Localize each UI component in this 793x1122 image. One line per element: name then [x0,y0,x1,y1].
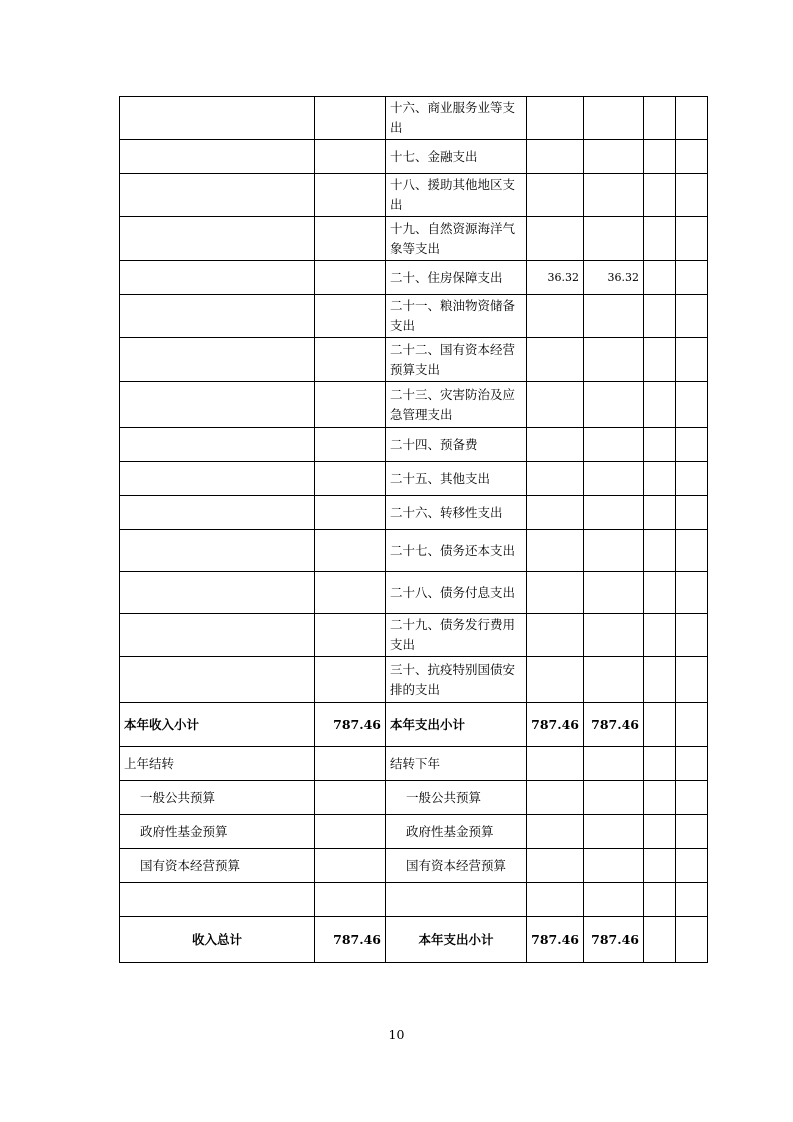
expense-total-cell [527,174,584,217]
expense-fund-budget-cell [644,883,676,917]
income-item-cell [120,614,315,657]
page-number: 10 [388,1027,405,1042]
expense-state-capital-cell [676,338,708,382]
expense-fund-budget-cell [644,217,676,261]
expense-state-capital-cell [676,703,708,747]
expense-fund-budget-cell [644,382,676,428]
expense-total-cell [527,295,584,338]
income-item-cell [120,295,315,338]
expense-general-budget-cell [584,496,644,530]
income-amount-cell [315,530,386,572]
expense-item-cell: 国有资本经营预算 [386,849,527,883]
expense-item-cell: 二十六、转移性支出 [386,496,527,530]
table-row [120,295,708,338]
expense-total-cell [527,462,584,496]
income-amount-cell [315,849,386,883]
expense-fund-budget-cell [644,140,676,174]
income-amount-cell [315,883,386,917]
expense-total-cell: 787.46 [527,703,584,747]
income-item-cell [120,572,315,614]
expense-state-capital-cell [676,530,708,572]
expense-item-cell: 本年支出小计 [386,703,527,747]
expense-state-capital-cell [676,462,708,496]
expense-general-budget-cell [584,217,644,261]
expense-total-cell [527,140,584,174]
table-row [120,849,708,883]
expense-state-capital-cell [676,657,708,703]
table-row [120,883,708,917]
income-amount-cell [315,261,386,295]
expense-total-cell [527,496,584,530]
expense-state-capital-cell [676,572,708,614]
expense-state-capital-cell [676,614,708,657]
income-amount-cell [315,781,386,815]
expense-general-budget-cell [584,338,644,382]
income-amount-cell [315,496,386,530]
table-row [120,657,708,703]
expense-fund-budget-cell [644,462,676,496]
expense-state-capital-cell [676,496,708,530]
expense-total-cell [527,781,584,815]
income-item-cell [120,496,315,530]
expense-fund-budget-cell [644,261,676,295]
budget-table [119,96,708,963]
expense-general-budget-cell [584,462,644,496]
table-row [120,781,708,815]
income-item-cell: 本年收入小计 [120,703,315,747]
expense-state-capital-cell [676,781,708,815]
expense-fund-budget-cell [644,496,676,530]
expense-state-capital-cell [676,295,708,338]
table-row [120,747,708,781]
expense-total-cell [527,747,584,781]
expense-item-cell: 二十二、国有资本经营预算支出 [386,338,527,382]
expense-item-cell: 一般公共预算 [386,781,527,815]
expense-item-cell: 二十八、债务付息支出 [386,572,527,614]
expense-item-cell: 二十七、债务还本支出 [386,530,527,572]
table-row [120,174,708,217]
table-row [120,614,708,657]
table-row [120,530,708,572]
expense-general-budget-cell [584,174,644,217]
expense-general-budget-cell [584,747,644,781]
expense-total-cell [527,338,584,382]
income-amount-cell: 787.46 [315,703,386,747]
income-amount-cell [315,338,386,382]
income-amount-cell [315,747,386,781]
expense-total-cell [527,97,584,140]
income-item-cell [120,428,315,462]
expense-fund-budget-cell [644,614,676,657]
expense-fund-budget-cell [644,530,676,572]
expense-state-capital-cell [676,747,708,781]
table-row [120,572,708,614]
expense-general-budget-cell [584,572,644,614]
table-row [120,917,708,963]
income-item-cell [120,530,315,572]
income-item-cell [120,462,315,496]
income-amount-cell [315,217,386,261]
expense-fund-budget-cell [644,174,676,217]
expense-state-capital-cell [676,217,708,261]
expense-total-cell: 36.32 [527,261,584,295]
expense-item-cell: 二十一、粮油物资储备支出 [386,295,527,338]
expense-general-budget-cell [584,428,644,462]
income-amount-cell [315,174,386,217]
expense-general-budget-cell [584,781,644,815]
expense-general-budget-cell [584,530,644,572]
income-item-cell [120,883,315,917]
expense-item-cell [386,883,527,917]
expense-item-cell: 二十四、预备费 [386,428,527,462]
expense-item-cell: 二十三、灾害防治及应急管理支出 [386,382,527,428]
income-item-cell: 上年结转 [120,747,315,781]
income-amount-cell [315,614,386,657]
expense-total-cell [527,657,584,703]
income-item-cell: 国有资本经营预算 [120,849,315,883]
income-item-cell: 一般公共预算 [120,781,315,815]
income-amount-cell [315,382,386,428]
table-row [120,140,708,174]
table-row [120,462,708,496]
expense-item-cell: 十六、商业服务业等支出 [386,97,527,140]
expense-state-capital-cell [676,917,708,963]
expense-item-cell: 二十九、债务发行费用支出 [386,614,527,657]
table-row [120,338,708,382]
expense-total-cell [527,382,584,428]
income-item-cell [120,261,315,295]
expense-state-capital-cell [676,815,708,849]
expense-fund-budget-cell [644,917,676,963]
table-row [120,382,708,428]
expense-item-cell: 十七、金融支出 [386,140,527,174]
expense-general-budget-cell [584,849,644,883]
expense-item-cell: 十九、自然资源海洋气象等支出 [386,217,527,261]
expense-total-cell: 787.46 [527,917,584,963]
expense-general-budget-cell [584,815,644,849]
expense-total-cell [527,883,584,917]
expense-fund-budget-cell [644,781,676,815]
income-amount-cell [315,815,386,849]
expense-total-cell [527,849,584,883]
expense-total-cell [527,217,584,261]
income-amount-cell [315,428,386,462]
expense-fund-budget-cell [644,428,676,462]
expense-fund-budget-cell [644,338,676,382]
expense-general-budget-cell: 36.32 [584,261,644,295]
income-item-cell [120,217,315,261]
expense-item-cell: 政府性基金预算 [386,815,527,849]
expense-general-budget-cell: 787.46 [584,703,644,747]
income-amount-cell [315,140,386,174]
expense-item-cell: 三十、抗疫特别国债安排的支出 [386,657,527,703]
expense-general-budget-cell [584,97,644,140]
table-row [120,97,708,140]
expense-item-cell: 十八、援助其他地区支出 [386,174,527,217]
expense-general-budget-cell: 787.46 [584,917,644,963]
expense-state-capital-cell [676,261,708,295]
table-row [120,428,708,462]
expense-fund-budget-cell [644,747,676,781]
expense-fund-budget-cell [644,97,676,140]
income-amount-cell [315,295,386,338]
expense-state-capital-cell [676,174,708,217]
expense-general-budget-cell [584,295,644,338]
income-item-cell [120,140,315,174]
expense-fund-budget-cell [644,703,676,747]
expense-total-cell [527,530,584,572]
expense-state-capital-cell [676,428,708,462]
expense-item-cell: 二十五、其他支出 [386,462,527,496]
expense-general-budget-cell [584,140,644,174]
income-amount-cell [315,97,386,140]
expense-state-capital-cell [676,883,708,917]
expense-state-capital-cell [676,849,708,883]
income-item-cell [120,338,315,382]
table-row [120,217,708,261]
expense-fund-budget-cell [644,657,676,703]
expense-general-budget-cell [584,657,644,703]
table-row [120,703,708,747]
income-item-cell: 收入总计 [120,917,315,963]
expense-fund-budget-cell [644,572,676,614]
table-row [120,815,708,849]
expense-total-cell [527,815,584,849]
income-item-cell [120,382,315,428]
expense-total-cell [527,428,584,462]
table-row [120,496,708,530]
income-item-cell [120,97,315,140]
expense-fund-budget-cell [644,295,676,338]
expense-fund-budget-cell [644,815,676,849]
income-item-cell [120,174,315,217]
expense-item-cell: 结转下年 [386,747,527,781]
income-amount-cell [315,657,386,703]
expense-state-capital-cell [676,97,708,140]
expense-general-budget-cell [584,614,644,657]
expense-state-capital-cell [676,382,708,428]
expense-item-cell: 二十、住房保障支出 [386,261,527,295]
expense-item-cell: 本年支出小计 [386,917,527,963]
expense-total-cell [527,572,584,614]
income-item-cell [120,657,315,703]
income-amount-cell: 787.46 [315,917,386,963]
income-amount-cell [315,462,386,496]
income-item-cell: 政府性基金预算 [120,815,315,849]
table-row [120,261,708,295]
expense-general-budget-cell [584,883,644,917]
income-amount-cell [315,572,386,614]
expense-total-cell [527,614,584,657]
expense-fund-budget-cell [644,849,676,883]
expense-state-capital-cell [676,140,708,174]
expense-general-budget-cell [584,382,644,428]
